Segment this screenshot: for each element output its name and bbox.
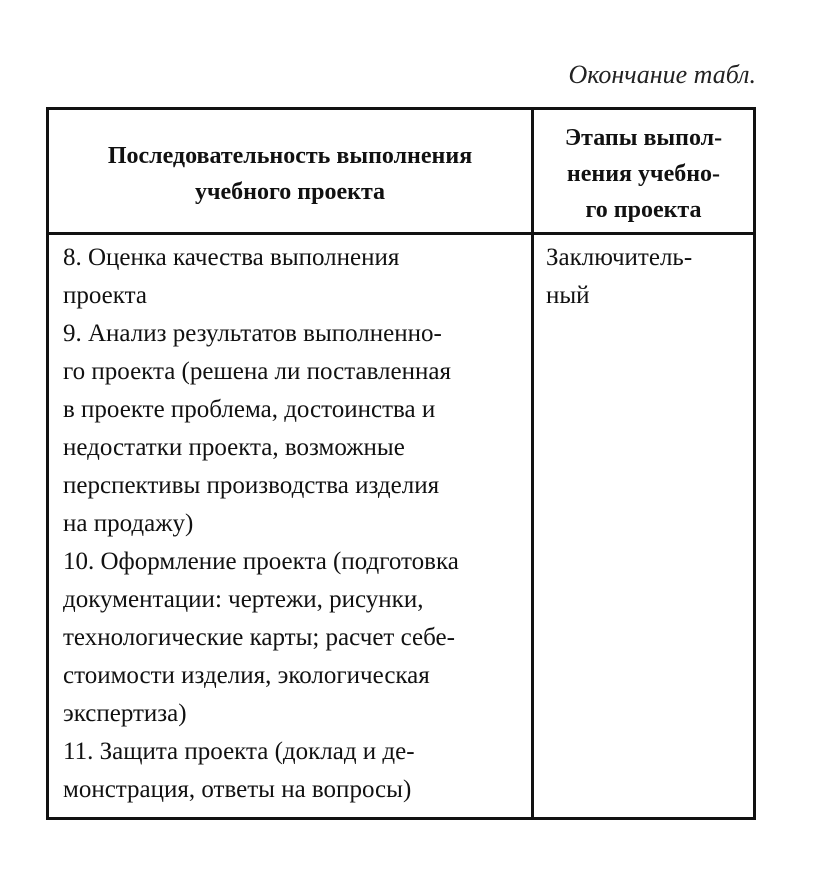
sequence-line: перспективы производства изделия	[63, 472, 440, 499]
table-header-row	[48, 109, 755, 234]
header-sequence	[48, 109, 533, 234]
sequence-line: на продажу)	[63, 510, 194, 537]
header-stages-line: Этапы выпол-	[564, 125, 723, 151]
header-stages-line: го проекта	[585, 197, 702, 223]
sequence-line: 11. Защита проекта (доклад и де-	[63, 738, 415, 765]
sequence-line: 8. Оценка качества выполнения	[63, 244, 400, 271]
stage-line: Заключитель-	[546, 244, 693, 271]
project-stages-table	[46, 107, 756, 820]
sequence-line: монстрация, ответы на вопросы)	[63, 776, 412, 803]
stage-cell	[533, 234, 755, 819]
header-stages	[533, 109, 755, 234]
sequence-line: го проекта (решена ли поставленная	[63, 358, 451, 385]
stage-line: ный	[546, 282, 590, 309]
sequence-line: в проекте проблема, достоинства и	[63, 396, 436, 423]
sequence-line: недостатки проекта, возможные	[63, 434, 405, 461]
sequence-line: технологические карты; расчет себе-	[63, 624, 455, 651]
table-row	[48, 234, 755, 819]
header-stages-line: нения учебно-	[566, 161, 721, 187]
sequence-line: 9. Анализ результатов выполненно-	[63, 320, 442, 347]
sequence-line: документации: чертежи, рисунки,	[63, 586, 424, 613]
sequence-line: экспертиза)	[63, 700, 187, 727]
sequence-line: проекта	[63, 282, 147, 309]
header-sequence-line: Последовательность выполнения	[107, 143, 473, 169]
table-continuation-caption: Окончание табл.	[568, 60, 756, 89]
sequence-line: стоимости изделия, экологическая	[63, 662, 430, 689]
sequence-cell	[48, 234, 533, 819]
header-sequence-line: учебного проекта	[194, 179, 386, 205]
sequence-line: 10. Оформление проекта (подготовка	[63, 548, 459, 575]
